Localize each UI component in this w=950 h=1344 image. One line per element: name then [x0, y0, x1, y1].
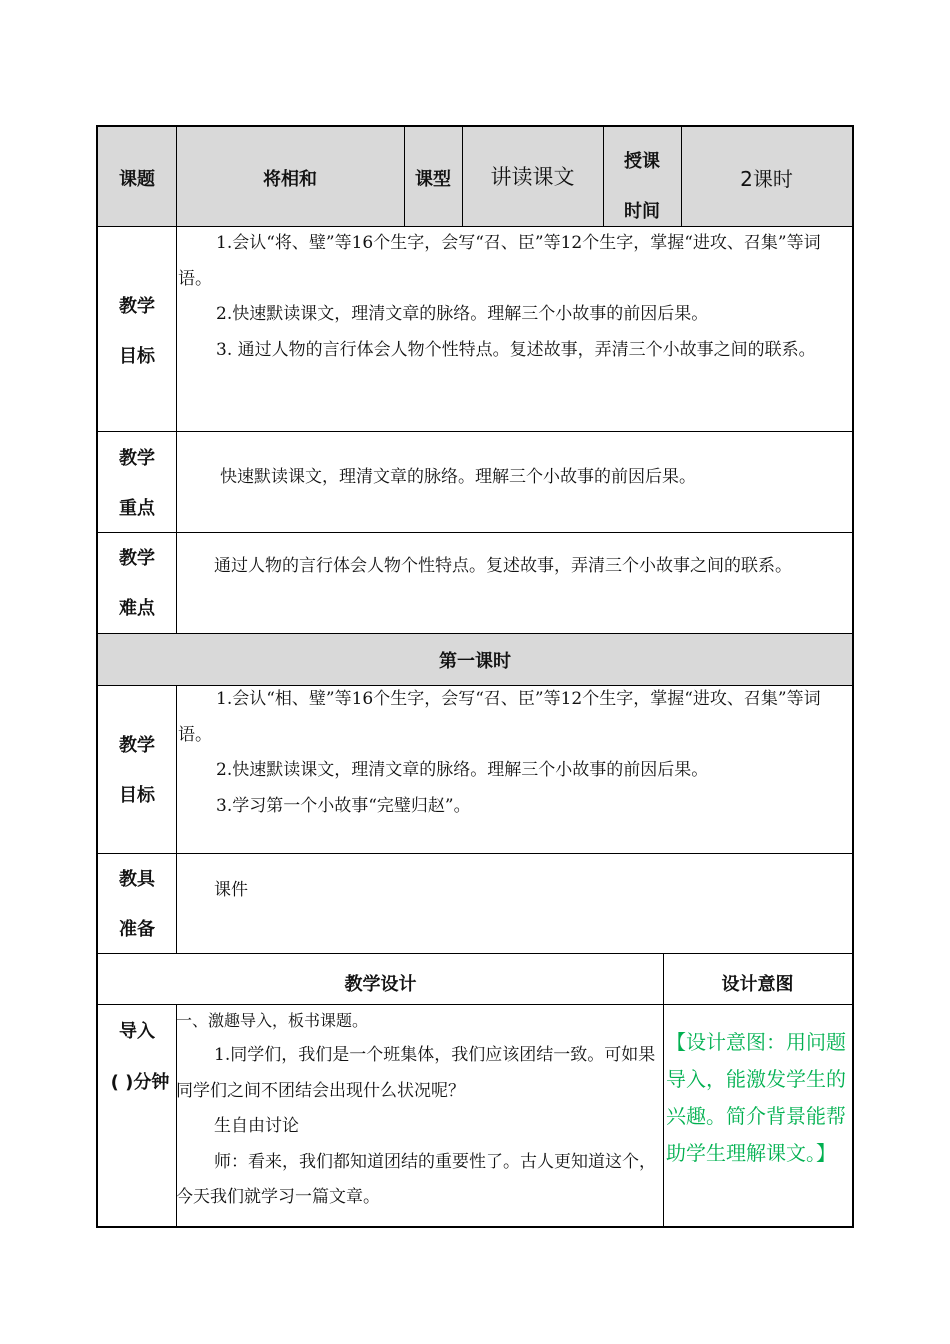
type-value: 讲读课文 [490, 165, 575, 189]
intent-header: 设计意图 [721, 974, 794, 995]
lesson-goals [178, 682, 854, 824]
design-header: 教学设计 [344, 974, 417, 995]
time-label-line1: 授课 [624, 151, 660, 172]
topic-value: 将相和 [263, 169, 317, 190]
grid-line-h7 [98, 953, 852, 954]
grid-line-h3 [98, 532, 852, 533]
grid-line-h8 [98, 1004, 852, 1005]
intro-paragraph-1: 1.同学们，我们是一个班集体，我们应该团结一致。可如果同学们之间不团结会出现什么状况呢？ [176, 1045, 656, 1101]
topic-label: 课题 [119, 169, 155, 190]
grid-line-v-label [176, 127, 177, 633]
grid-line-h5 [98, 685, 852, 686]
intro-content [176, 1004, 664, 1216]
overview-goal-1: 1.会认“将、璧”等16个生字，会写“召、臣”等12个生字，掌握“进攻、召集”等词语。 [178, 233, 821, 289]
grid-line-v-time-label [681, 127, 682, 226]
grid-line-v-type-value [603, 127, 604, 226]
grid-line-h6 [98, 853, 852, 854]
grid-line-v-design [663, 953, 664, 1228]
intro-heading: 一、激趣导入，板书课题。 [176, 1011, 369, 1030]
tools-label-line1: 教具 [119, 869, 155, 890]
tools-label-line2: 准备 [119, 919, 155, 940]
lesson-goals-label-line1: 教学 [119, 735, 155, 756]
intent-note: 【设计意图：用问题导入，能激发学生的兴趣。简介背景能帮助学生理解课文。】 [666, 1030, 846, 1165]
grid-line-h2 [98, 431, 852, 432]
overview-goal-3: 3. 通过人物的言行体会人物个性特点。复述故事，弄清三个小故事之间的联系。 [216, 339, 816, 360]
type-label: 课型 [415, 169, 451, 190]
grid-line-v-topic [404, 127, 405, 226]
grid-line-v-label-intro [176, 1004, 177, 1228]
lesson-goal-2: 2.快速默读课文，理清文章的脉络。理解三个小故事的前因后果。 [216, 760, 709, 780]
intro-paragraph-2: 生自由讨论 [214, 1116, 299, 1136]
tools-text: 课件 [214, 880, 248, 900]
grid-line-v-label-lower [176, 685, 177, 953]
grid-line-v-type-label [462, 127, 463, 226]
intro-label-line1: 导入 [119, 1021, 155, 1042]
lesson-goal-3: 3.学习第一个小故事“完璧归赵”。 [216, 795, 471, 816]
overview-goal-2: 2.快速默读课文，理清文章的脉络。理解三个小故事的前因后果。 [216, 304, 709, 324]
time-label-line2: 时间 [624, 201, 660, 222]
lesson-plan-table [96, 125, 854, 1228]
intro-label-line2: ( )分钟 [110, 1072, 170, 1093]
focus-label-line2: 重点 [119, 498, 155, 519]
lesson-goal-1: 1.会认“相、璧”等16个生字，会写“召、臣”等12个生字，掌握“进攻、召集”等词语。 [178, 689, 821, 745]
section-title: 第一课时 [439, 651, 511, 672]
intro-paragraph-3: 师：看来，我们都知道团结的重要性了。古人更知道这个，今天我们就学习一篇文章。 [176, 1151, 656, 1207]
overview-goals [178, 226, 854, 368]
lesson-goals-label-line2: 目标 [119, 785, 155, 806]
goals-label-line2: 目标 [119, 346, 155, 367]
difficulty-text: 通过人物的言行体会人物个性特点。复述故事，弄清三个小故事之间的联系。 [214, 556, 792, 576]
time-value: 2课时 [740, 167, 793, 191]
focus-label-line1: 教学 [119, 448, 155, 469]
goals-label-line1: 教学 [119, 296, 155, 317]
grid-line-h4 [98, 633, 852, 634]
grid-line-h1 [98, 226, 852, 227]
focus-text: 快速默读课文，理清文章的脉络。理解三个小故事的前因后果。 [220, 467, 696, 487]
time-label [603, 137, 681, 237]
difficulty-label-line1: 教学 [119, 548, 155, 569]
difficulty-label-line2: 难点 [119, 598, 155, 619]
